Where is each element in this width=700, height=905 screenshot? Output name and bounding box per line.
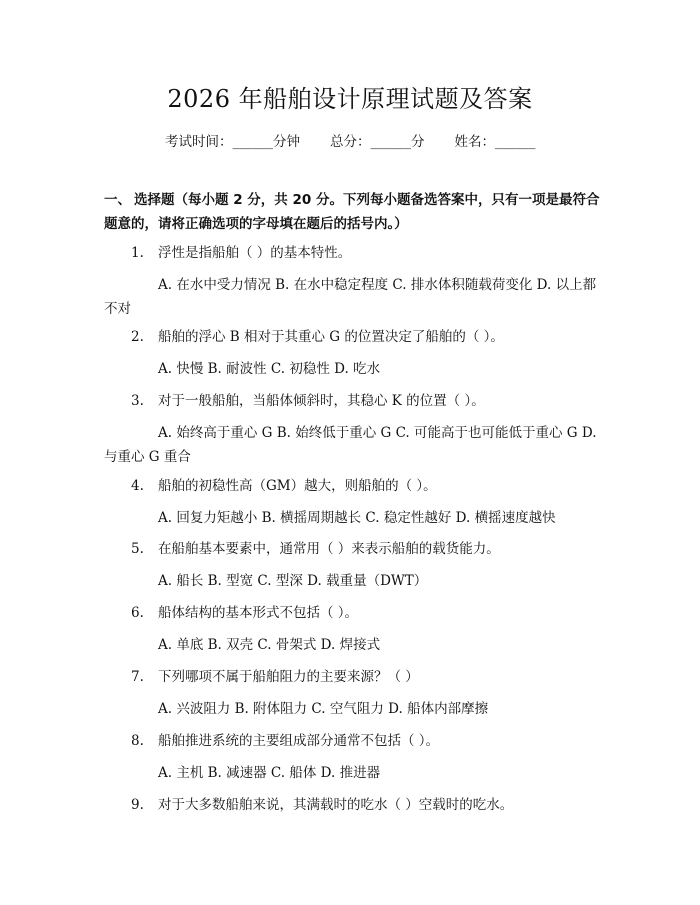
question-stem [131, 325, 601, 349]
question-number: 4. [131, 478, 144, 494]
section-number: 一、 [104, 192, 131, 208]
total-score: 总分：______分 [330, 134, 425, 150]
question-options: A. 在水中受力情况 B. 在水中稳定程度 C. 排水体积随载荷变化 D. 以上都不对 [104, 277, 597, 317]
question-stem [131, 793, 601, 817]
question-options: A. 回复力矩越小 B. 横摇周期越长 C. 稳定性越好 D. 横摇速度越快 [158, 510, 556, 526]
question-number: 9. [131, 797, 144, 813]
exam-meta [165, 132, 536, 152]
question-stem [131, 389, 601, 413]
question-text: 船舶的初稳性高（GM）越大，则船舶的（ ）。 [158, 478, 437, 494]
question-options: A. 主机 B. 减速器 C. 船体 D. 推进器 [158, 765, 381, 781]
question-text: 对于大多数船舶来说，其满载时的吃水（ ）空载时的吃水。 [158, 797, 514, 813]
question-text: 船舶的浮心 B 相对于其重心 G 的位置决定了船舶的（ ）。 [158, 329, 504, 345]
question-number: 8. [131, 733, 144, 749]
page-title: 2026 年船舶设计原理试题及答案 [167, 85, 533, 113]
question-text: 船舶推进系统的主要组成部分通常不包括（ ）。 [158, 733, 440, 749]
question-number: 5. [131, 541, 144, 557]
question-text: 船体结构的基本形式不包括（ ）。 [158, 605, 359, 621]
question-stem [131, 537, 601, 561]
section-instructions: 选择题（每小题 2 分，共 20 分。下列每小题备选答案中，只有一项是最符合题意的，请将正确选项的字母填在题后的括号内。） [104, 192, 600, 232]
question-stem [131, 241, 601, 265]
question-text: 对于一般船舶，当船体倾斜时，其稳心 K 的位置（ ）。 [158, 393, 485, 409]
question-options: A. 快慢 B. 耐波性 C. 初稳性 D. 吃水 [158, 361, 381, 377]
question-number: 3. [131, 393, 144, 409]
student-name: 姓名：______ [454, 134, 536, 150]
question-number: 2. [131, 329, 144, 345]
question-stem [131, 729, 601, 753]
question-stem [131, 474, 601, 498]
question-options: A. 单底 B. 双壳 C. 骨架式 D. 焊接式 [158, 637, 381, 653]
question-stem [131, 601, 601, 625]
question-text: 下列哪项不属于船舶阻力的主要来源？（ ） [158, 669, 419, 685]
question-options: A. 兴波阻力 B. 附体阻力 C. 空气阻力 D. 船体内部摩擦 [158, 701, 489, 717]
question-number: 1. [131, 245, 144, 261]
question-text: 在船舶基本要素中，通常用（ ）来表示船舶的载货能力。 [158, 541, 500, 557]
question-number: 7. [131, 669, 144, 685]
question-text: 浮性是指船舶（ ）的基本特性。 [158, 245, 352, 261]
section-heading [104, 188, 604, 236]
question-number: 6. [131, 605, 144, 621]
exam-time: 考试时间：______分钟 [165, 134, 300, 150]
question-stem [131, 665, 601, 689]
question-options: A. 始终高于重心 G B. 始终低于重心 G C. 可能高于也可能低于重心 G D. 与重心 G 重合 [104, 425, 597, 465]
question-options: A. 船长 B. 型宽 C. 型深 D. 载重量（DWT） [158, 573, 428, 589]
